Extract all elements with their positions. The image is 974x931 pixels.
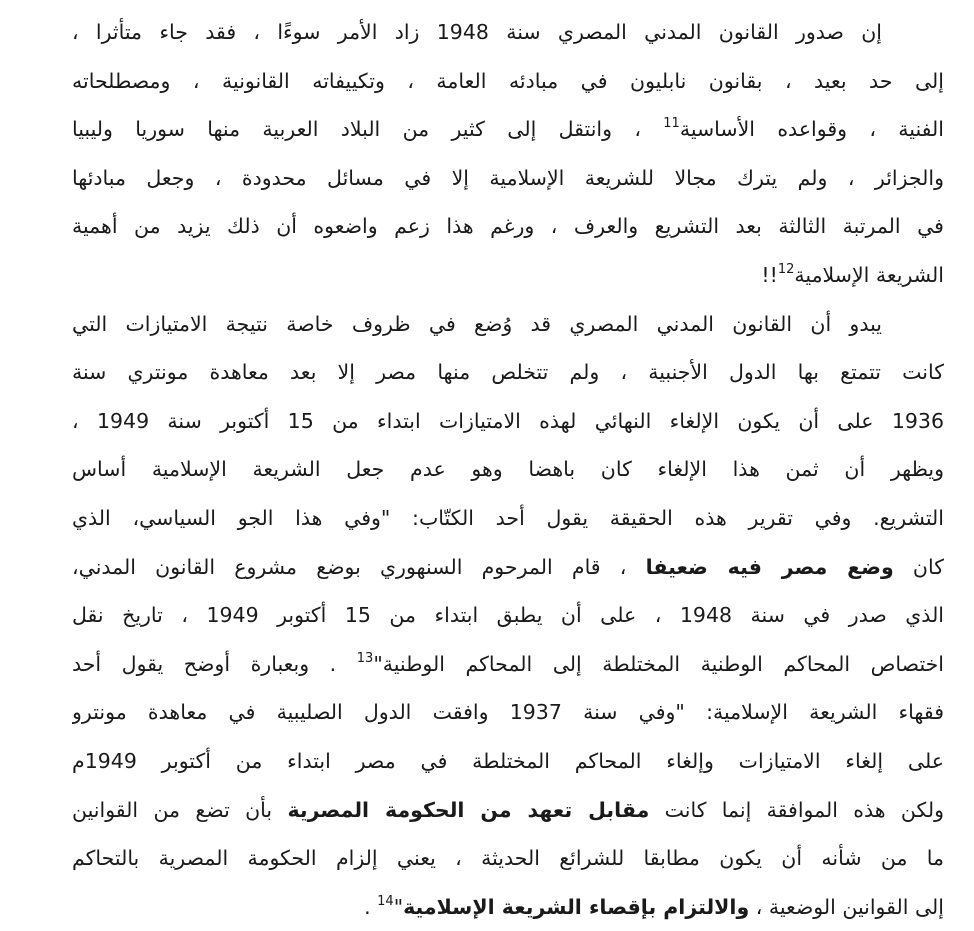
text-segment: الفنية ، وقواعده الأساسية — [679, 117, 944, 142]
text-line — [72, 105, 944, 154]
bold-text: وضع مصر فيه ضعيفا — [645, 554, 894, 579]
bold-text: والالتزام بإقصاء الشريعة الإسلامية — [403, 894, 750, 919]
text-segment: إن صدور القانون المدني المصري سنة 1948 زاد الأمر سوءًا ، فقد جاء متأثرا ، — [72, 20, 882, 44]
document-body — [72, 8, 944, 931]
text-line — [72, 494, 944, 543]
text-segment: ، وانتقل إلى كثير من البلاد العربية منها سوريا وليبيا — [72, 117, 664, 142]
text-line — [72, 300, 944, 349]
text-segment: اختصاص المحاكم الوطنية المختلطة إلى المحاكم الوطنية" — [373, 651, 944, 676]
bold-text: مقابل تعهد من الحكومة المصرية — [287, 797, 650, 822]
text-line — [72, 57, 944, 106]
text-segment: الشريعة الإسلامية — [794, 262, 944, 287]
text-line — [72, 543, 944, 592]
text-segment: كان — [893, 554, 944, 579]
text-segment: !! — [761, 262, 778, 287]
footnote-marker: 11 — [663, 116, 680, 132]
text-segment: في المرتبة الثالثة بعد التشريع والعرف ، ورغم هذا زعم واضعوه أن ذلك يزيد من أهمية — [72, 214, 944, 239]
text-line — [72, 8, 944, 57]
text-line — [72, 591, 944, 640]
text-segment: يبدو أن القانون المدني المصري قد وُضع في ظروف خاصة نتيجة الامتيازات التي — [72, 311, 882, 336]
text-segment: والجزائر ، ولم يترك مجالا للشريعة الإسلامية إلا في مسائل محدودة ، وجعل مبادئها — [72, 165, 944, 190]
text-line — [72, 834, 944, 883]
text-line — [72, 154, 944, 203]
text-segment: ولكن هذه الموافقة إنما كانت — [649, 797, 944, 822]
footnote-marker: 12 — [777, 261, 795, 277]
text-segment: فقهاء الشريعة الإسلامية: "وفي سنة 1937 وافقت الدول الصليبية في معاهدة مونترو — [72, 700, 944, 725]
text-segment: كانت تتمتع بها الدول الأجنبية ، ولم تتخلص منها مصر إلا بعد معاهدة مونتري سنة — [72, 360, 944, 385]
text-segment: . وبعبارة أوضح يقول أحد — [72, 651, 357, 676]
text-segment: ما من شأنه أن يكون مطابقا للشرائع الحديثة ، يعني إلزام الحكومة المصرية بالتحاكم — [72, 846, 944, 871]
text-segment: . — [364, 894, 378, 919]
text-line — [72, 348, 944, 397]
text-segment: 1936 على أن يكون الإلغاء النهائي لهذه الامتيازات ابتداء من 15 أكتوبر سنة 1949 ، — [72, 408, 944, 433]
text-line — [72, 640, 944, 689]
text-line — [72, 883, 944, 931]
text-segment: " — [393, 894, 404, 919]
text-segment: بأن تضع من القوانين — [72, 797, 288, 822]
text-segment: الذي صدر في سنة 1948 ، على أن يطبق ابتداء من 15 أكتوبر 1949 ، تاريخ نقل — [72, 603, 944, 628]
text-segment: إلى القوانين الوضعية ، — [749, 894, 944, 919]
text-line — [72, 737, 944, 786]
footnote-marker: 14 — [377, 893, 394, 909]
text-segment: على إلغاء الامتيازات وإلغاء المحاكم المختلطة في مصر ابتداء من أكتوبر 1949م — [72, 748, 944, 773]
text-segment: ، قام المرحوم السنهوري بوضع مشروع القانون المدني، — [72, 554, 646, 579]
text-segment: ويظهر أن ثمن هذا الإلغاء كان باهضا وهو عدم جعل الشريعة الإسلامية أساس — [72, 457, 944, 482]
text-segment: إلى حد بعيد ، بقانون نابليون في مبادئه العامة ، وتكييفاته القانونية ، ومصطلحاته — [72, 68, 944, 93]
text-line — [72, 397, 944, 446]
text-line — [72, 688, 944, 737]
text-line — [72, 251, 944, 300]
text-segment: التشريع. وفي تقرير هذه الحقيقة يقول أحد الكتّاب: "وفي هذا الجو السياسي، الذي — [72, 505, 944, 530]
text-line — [72, 786, 944, 835]
text-line — [72, 202, 944, 251]
text-line — [72, 445, 944, 494]
footnote-marker: 13 — [356, 650, 374, 666]
